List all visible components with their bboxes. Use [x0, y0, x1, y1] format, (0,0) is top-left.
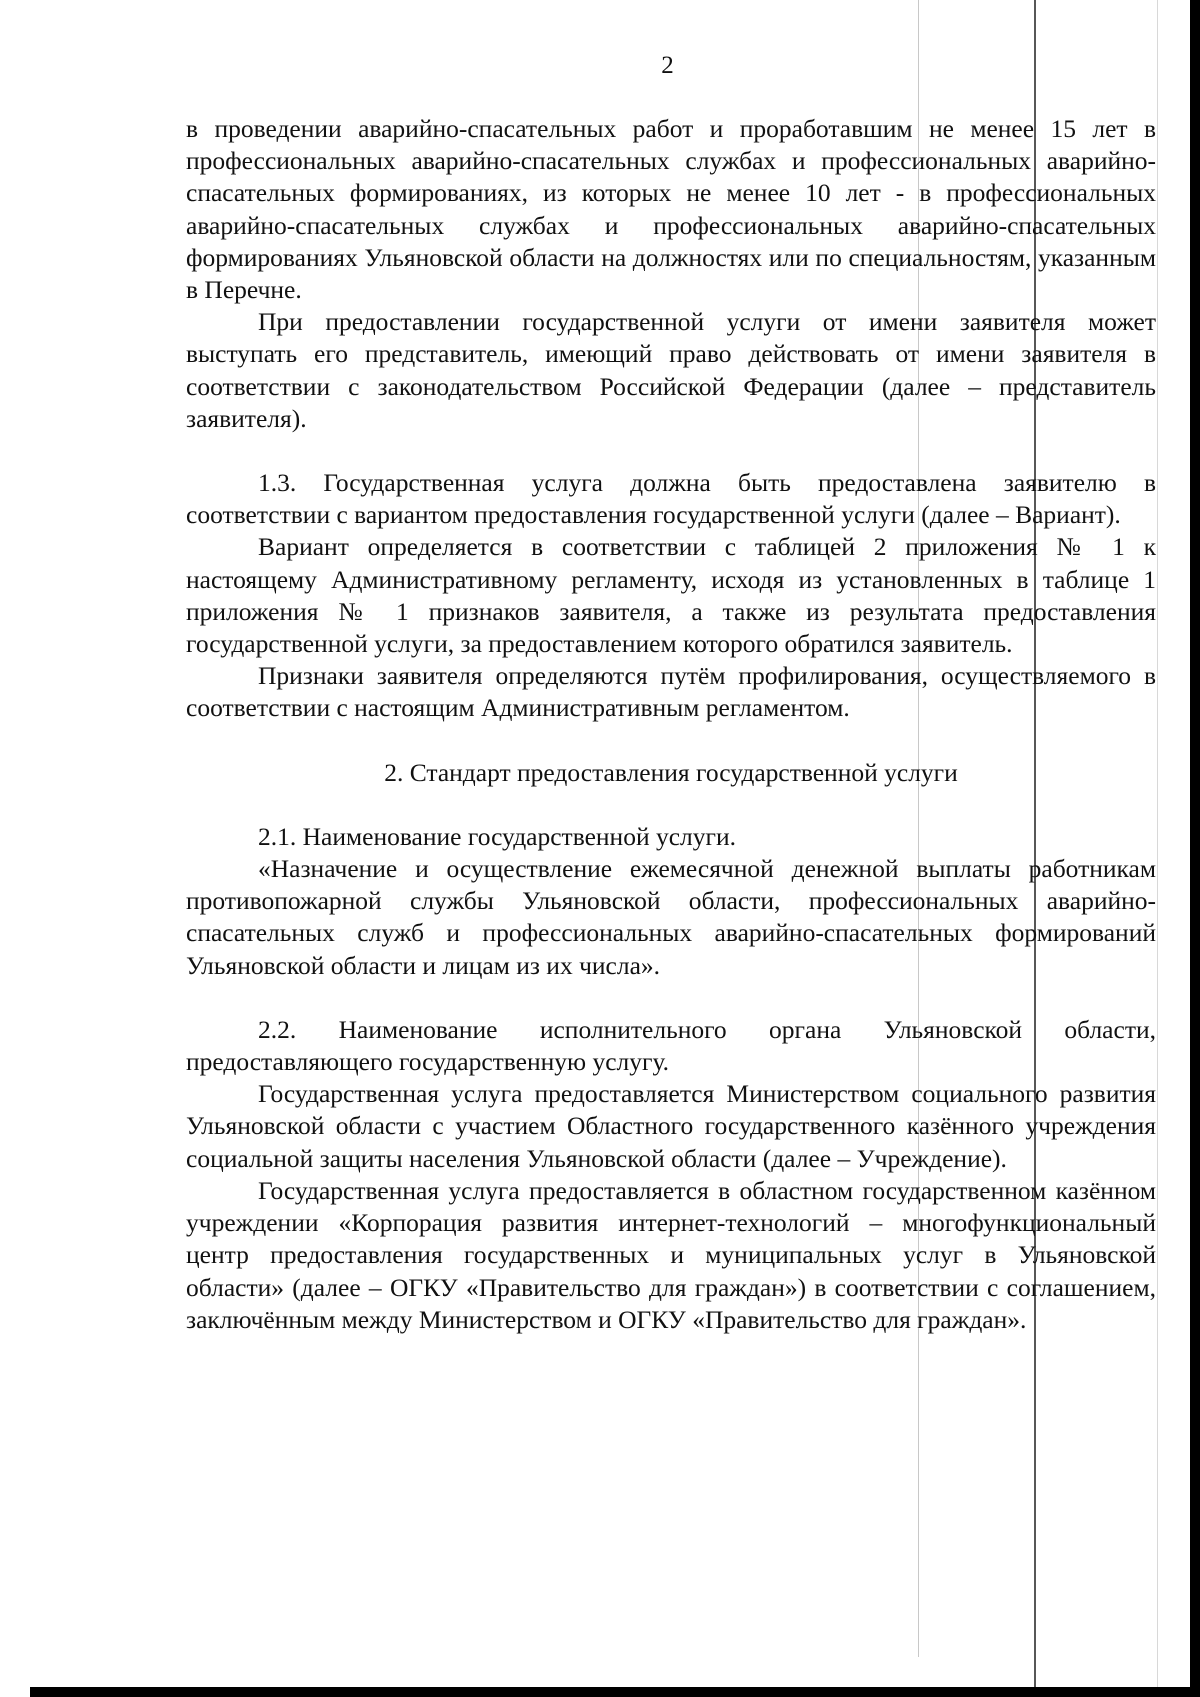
paragraph: 1.3. Государственная услуга должна быть предоставлена заявителю в соответствии с вариантом предоставления государственной услуги (далее – Вариант).	[186, 468, 1156, 530]
paragraph: Государственная услуга предоставляется Министерством социального развития Ульяновской области с участием Областного государственного казённого учреждения социальной защиты населения Ульяновской области (далее – Учреждение).	[186, 1079, 1156, 1173]
paragraph: 2.1. Наименование государственной услуги.	[258, 821, 737, 851]
paragraph: в проведении аварийно-спасательных работ и проработавшим не менее 15 лет в профессиональных аварийно-спасательных службах и профессиональных аварийно-спасательных формированиях, из которых не менее 10 лет - в профессиональных аварийно-спасательных службах и профессиональных аварийно-спасательных формированиях Ульяновской области на должностях или по специальностям, указанным в Перечне.	[186, 114, 1156, 305]
paragraph: При предоставлении государственной услуги от имени заявителя может выступать его представитель, имеющий право действовать от имени заявителя в соответствии с законодательством Российской Федерации (далее – представитель заявителя).	[186, 307, 1156, 433]
paragraph: 2.2. Наименование исполнительного органа Ульяновской области, предоставляющего государственную услугу.	[186, 1014, 1156, 1077]
document-body	[186, 113, 1156, 1336]
section-heading: 2. Стандарт предоставления государственной услуги	[384, 757, 958, 787]
paragraph: Вариант определяется в соответствии с таблицей 2 приложения № 1 к настоящему Административному регламенту, исходя из установленных в таблице 1 приложения № 1 признаков заявителя, а также из результата предоставления государственной услуги, за предоставлением которого обратился заявитель.	[186, 532, 1156, 659]
scan-edge	[30, 1687, 1200, 1697]
page-number: 2	[661, 52, 674, 79]
paragraph: «Назначение и осуществление ежемесячной денежной выплаты работникам противопожарной службы Ульяновской области, профессиональных аварийно-спасательных служб и профессиональных аварийно-спасательных формирований Ульяновской области и лицам из их числа».	[186, 854, 1156, 980]
paragraph: Признаки заявителя определяются путём профилирования, осуществляемого в соответствии с настоящим Административным регламентом.	[186, 661, 1156, 723]
scan-edge	[1190, 0, 1200, 1697]
paragraph: Государственная услуга предоставляется в областном государственном казённом учреждении «Корпорация развития интернет-технологий – многофункциональный центр предоставления государственных и муниципальных услуг в Ульяновской области» (далее – ОГКУ «Правительство для граждан») в соответствии с соглашением, заключённым между Министерством и ОГКУ «Правительство для граждан».	[186, 1175, 1156, 1334]
scan-artifact-line	[1157, 0, 1158, 1697]
